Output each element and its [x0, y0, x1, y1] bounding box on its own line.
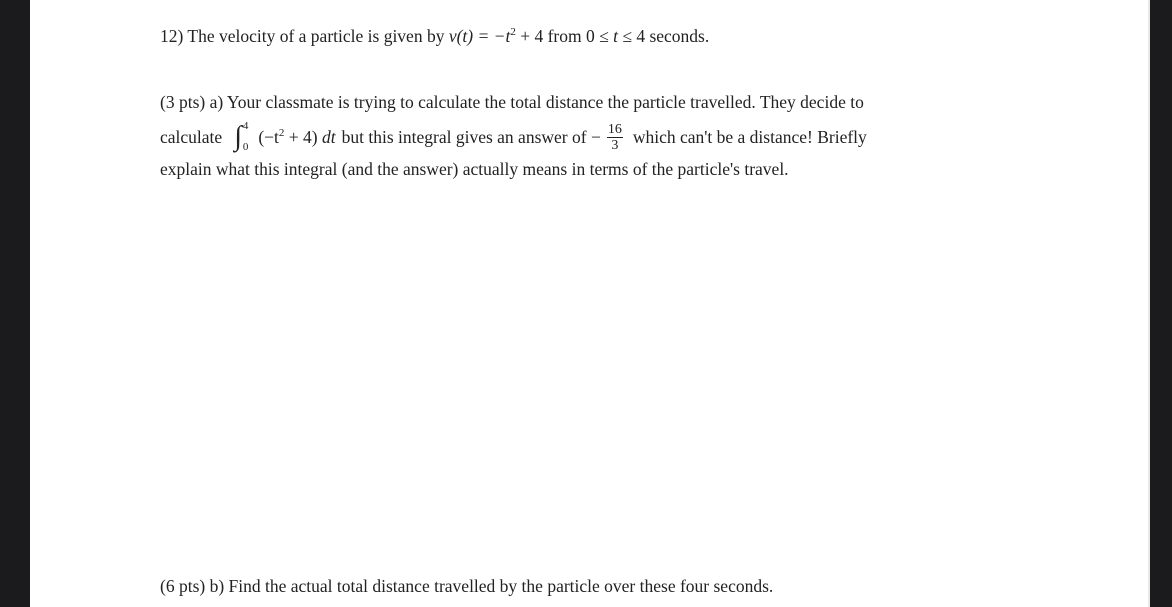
exponent: 2 — [278, 127, 285, 139]
integral-expression — [234, 121, 248, 153]
integrand-part: (−t — [258, 127, 279, 147]
integral-sign-icon: ∫ — [234, 121, 242, 152]
part-a-line-1: (3 pts) a) Your classmate is trying to calculate the total distance the particle travelled. They decide to — [160, 92, 864, 112]
text: which can't be a distance! Briefly — [632, 127, 867, 147]
problem-statement — [160, 26, 709, 46]
upper-limit: 4 — [242, 120, 249, 132]
text: 12) The velocity of a particle is given by — [160, 26, 445, 46]
integrand — [258, 127, 335, 147]
differential: dt — [322, 127, 336, 147]
document-page — [30, 0, 1150, 607]
text: ≤ 4 seconds. — [617, 26, 710, 46]
lower-limit: 0 — [242, 141, 249, 153]
denominator: 3 — [611, 137, 619, 153]
part-a-line-2 — [160, 120, 867, 154]
part-a-line-3: explain what this integral (and the answer) actually means in terms of the particle's travel. — [160, 159, 789, 179]
integral-limits — [243, 121, 249, 153]
velocity-function: v(t) = −t — [448, 26, 511, 46]
exponent: 2 — [510, 26, 516, 38]
numerator: 16 — [607, 121, 622, 137]
part-b-line: (6 pts) b) Find the actual total distance travelled by the particle over these four seconds. — [160, 576, 774, 596]
integrand-part: + 4) — [284, 127, 322, 147]
text: calculate — [160, 127, 223, 147]
text: but this integral gives an answer of − — [341, 127, 601, 147]
text: + 4 from 0 ≤ — [515, 26, 614, 46]
fraction — [607, 122, 623, 153]
variable: t — [613, 26, 618, 46]
